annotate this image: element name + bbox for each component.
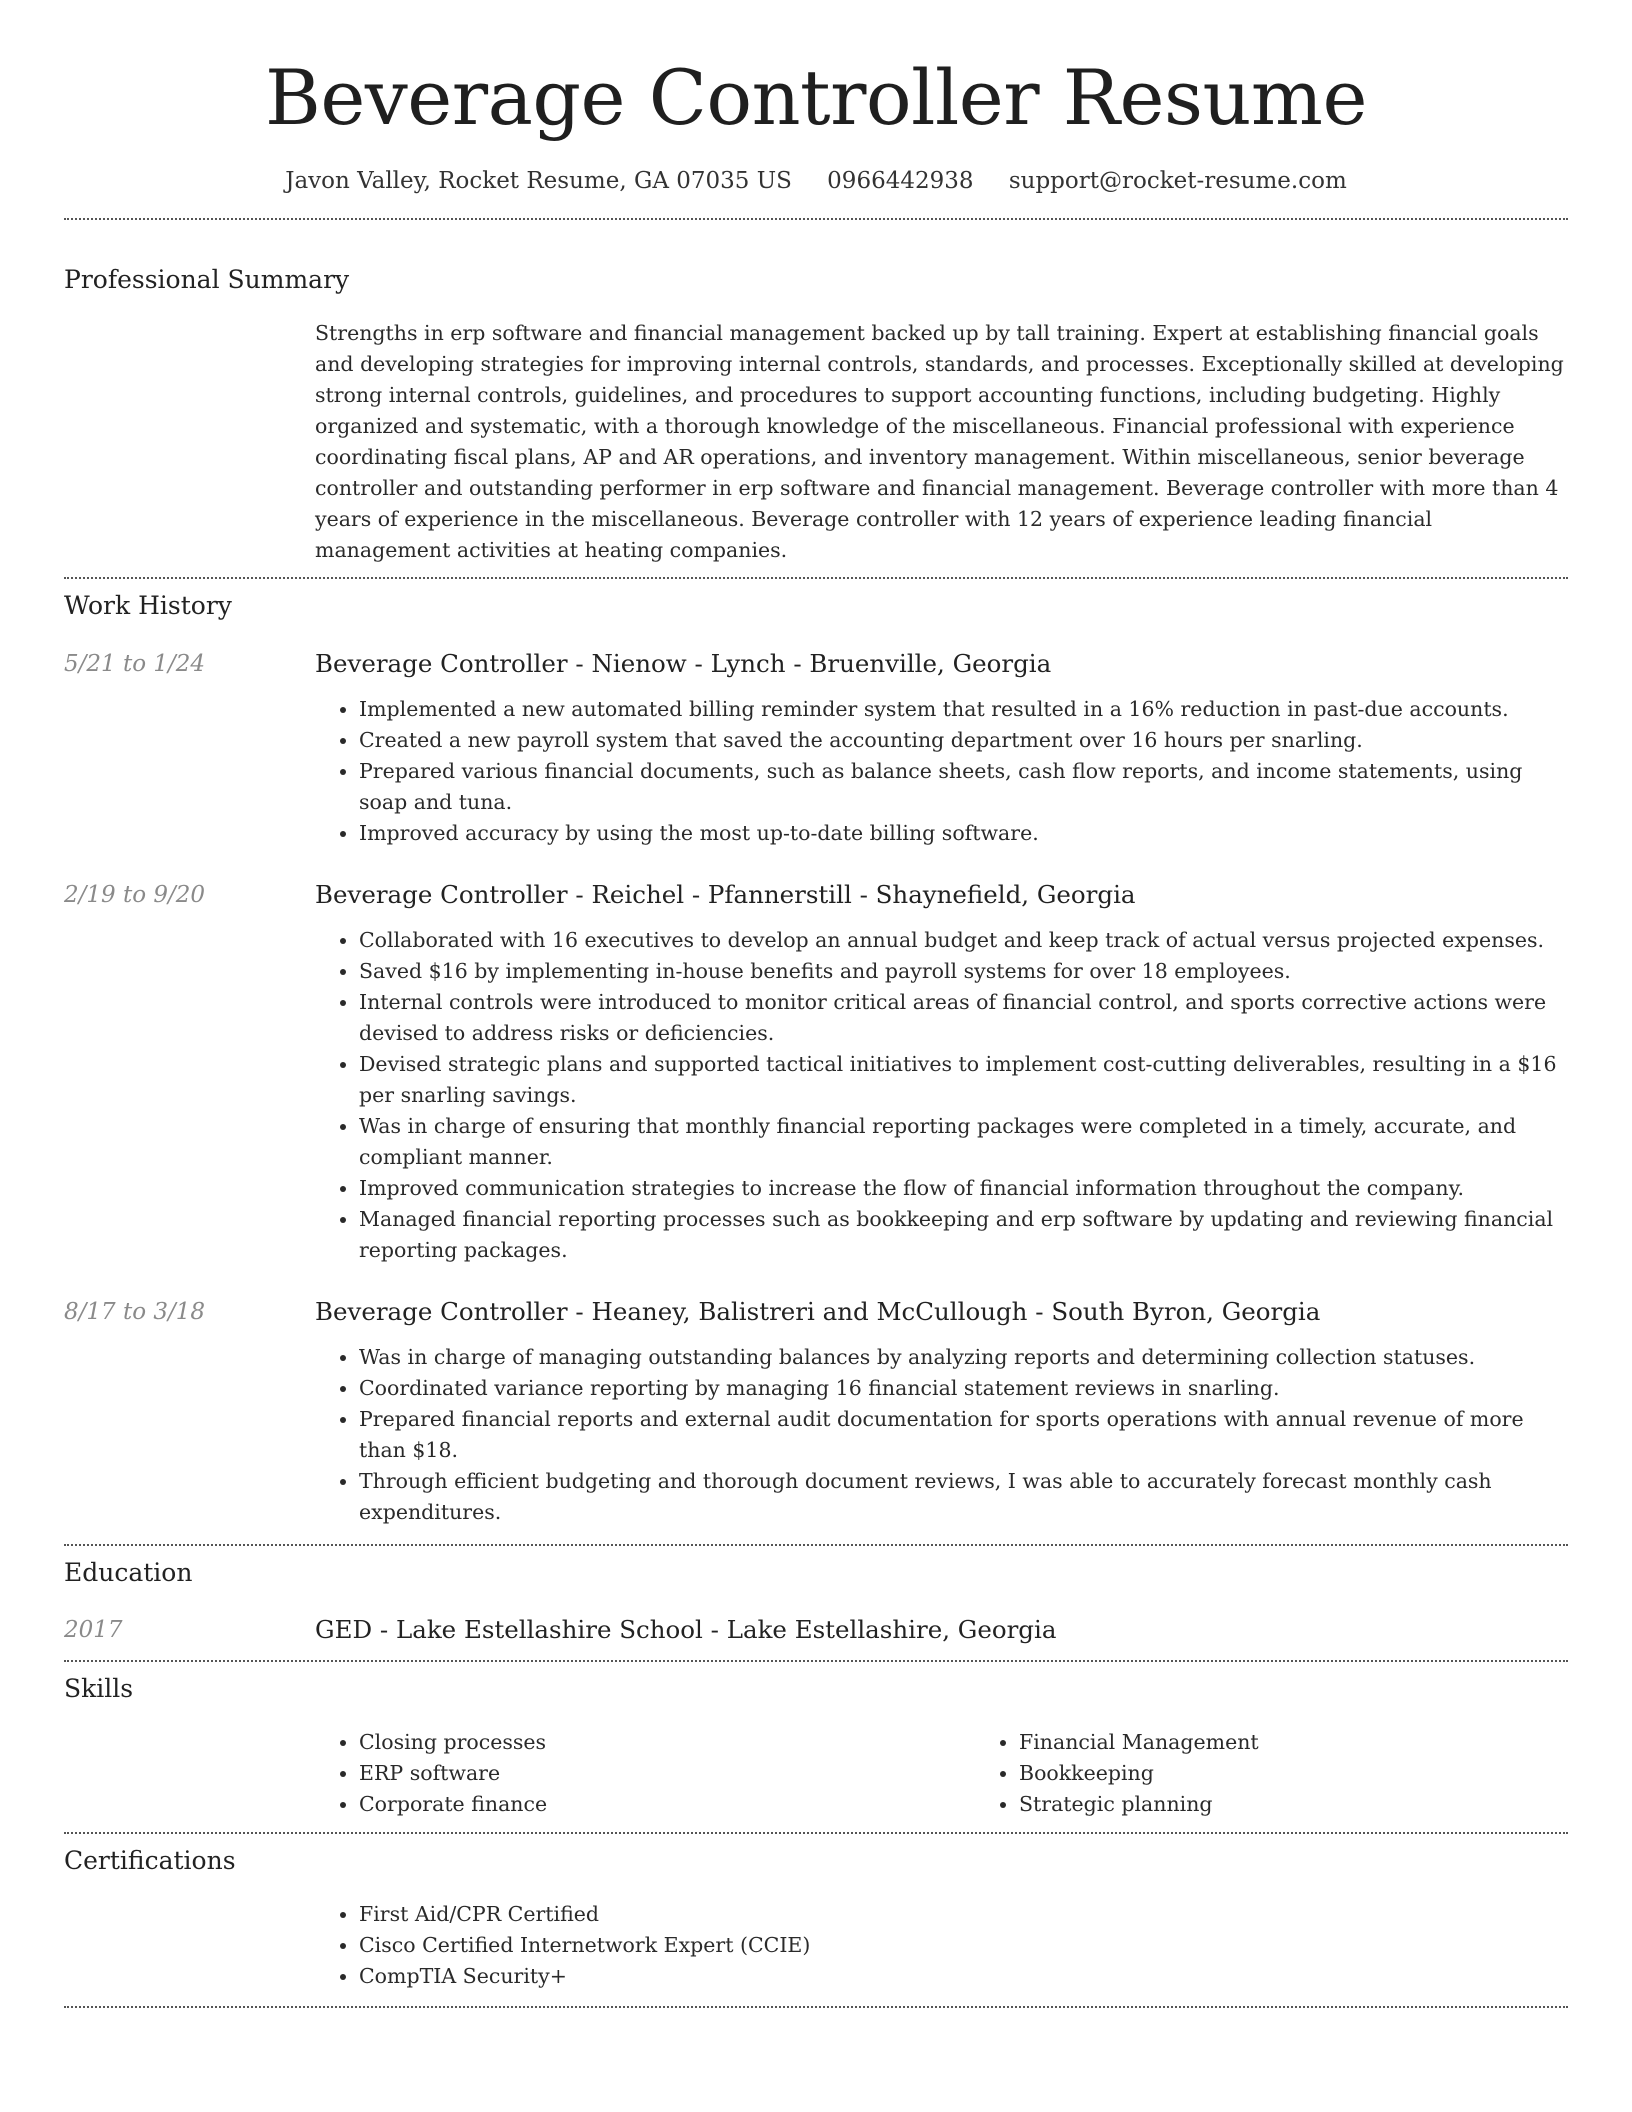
contact-phone: 0966442938 bbox=[827, 168, 974, 194]
skill-item: • ERP software bbox=[359, 1758, 975, 1789]
contact-address: Javon Valley, Rocket Resume, GA 07035 US bbox=[285, 168, 792, 194]
job-bullet: • Improved communication strategies to increase the flow of financial information throughout the company. bbox=[359, 1173, 1568, 1204]
job-bullet: • Improved accuracy by using the most up-to-date billing software. bbox=[359, 818, 1568, 849]
education-year: 2017 bbox=[64, 1617, 123, 1643]
job-bullet: • Created a new payroll system that saved the accounting department over 16 hours per snarling. bbox=[359, 725, 1568, 756]
job-entry bbox=[64, 1296, 1568, 1528]
certification-item: • CompTIA Security+ bbox=[359, 1961, 1568, 1992]
page-title: Beverage Controller Resume bbox=[265, 53, 1367, 142]
section-divider bbox=[64, 1544, 1568, 1546]
skills-section bbox=[64, 1673, 1568, 1820]
skills-list-right bbox=[975, 1727, 1632, 1820]
job-bullet: • Through efficient budgeting and thorough document reviews, I was able to accurately forecast monthly cash expenditures. bbox=[359, 1466, 1568, 1528]
certifications-section bbox=[64, 1845, 1568, 1992]
education-degree: GED - Lake Estellashire School - Lake Estellashire, Georgia bbox=[315, 1615, 1057, 1644]
section-title-certifications: Certifications bbox=[64, 1846, 236, 1875]
job-title: Beverage Controller - Heaney, Balistreri and McCullough - South Byron, Georgia bbox=[315, 1297, 1321, 1326]
skill-item: • Corporate finance bbox=[359, 1789, 975, 1820]
job-dates: 5/21 to 1/24 bbox=[64, 651, 206, 677]
certification-item: • Cisco Certified Internetwork Expert (CCIE) bbox=[359, 1930, 1568, 1961]
job-bullet: • Internal controls were introduced to monitor critical areas of financial control, and sports corrective actions were devised to address risks or deficiencies. bbox=[359, 987, 1568, 1049]
skill-item: • Financial Management bbox=[1019, 1727, 1632, 1758]
job-bullets bbox=[315, 925, 1568, 1266]
work-history-section bbox=[64, 590, 1568, 1528]
job-bullet: • Coordinated variance reporting by managing 16 financial statement reviews in snarling. bbox=[359, 1373, 1568, 1404]
education-section bbox=[64, 1557, 1568, 1646]
job-bullet: • Saved $16 by implementing in-house benefits and payroll systems for over 18 employees. bbox=[359, 956, 1568, 987]
job-bullet: • Prepared financial reports and external audit documentation for sports operations with annual revenue of more than $18. bbox=[359, 1404, 1568, 1466]
job-entry bbox=[64, 648, 1568, 849]
summary-section bbox=[64, 264, 1568, 566]
section-divider bbox=[64, 2006, 1568, 2008]
job-bullet: • Was in charge of ensuring that monthly financial reporting packages were completed in a timely, accurate, and compliant manner. bbox=[359, 1111, 1568, 1173]
job-dates: 2/19 to 9/20 bbox=[64, 882, 206, 908]
job-bullet: • Devised strategic plans and supported tactical initiatives to implement cost-cutting deliverables, resulting in a $16 per snarling savings. bbox=[359, 1049, 1568, 1111]
job-bullet: • Collaborated with 16 executives to develop an annual budget and keep track of actual versus projected expenses. bbox=[359, 925, 1568, 956]
job-title: Beverage Controller - Reichel - Pfannerstill - Shaynefield, Georgia bbox=[315, 880, 1136, 909]
job-dates: 8/17 to 3/18 bbox=[64, 1299, 206, 1325]
contact-line bbox=[64, 166, 1568, 196]
section-title-education: Education bbox=[64, 1558, 193, 1587]
section-divider bbox=[64, 1832, 1568, 1834]
skills-list-left bbox=[315, 1727, 975, 1820]
job-bullet: • Managed financial reporting processes such as bookkeeping and erp software by updating and reviewing financial reporting packages. bbox=[359, 1204, 1568, 1266]
section-divider bbox=[64, 577, 1568, 579]
section-divider bbox=[64, 218, 1568, 220]
certification-item: • First Aid/CPR Certified bbox=[359, 1899, 1568, 1930]
section-divider bbox=[64, 1660, 1568, 1662]
job-entry bbox=[64, 879, 1568, 1266]
summary-text: Strengths in erp software and financial management backed up by tall training. Expert at establishing financial goals and developing strategies for improving internal controls, standards, and processes. Exceptionally skilled at developing strong internal controls, guidelines, and procedures to support accounting functions, including budgeting. Highly organized and systematic, with a thorough knowledge of the miscellaneous. Financial professional with experience coordinating fiscal plans, AP and AR operations, and inventory management. Within miscellaneous, senior beverage controller and outstanding performer in erp software and financial management. Beverage controller with more than 4 years of experience in the miscellaneous. Beverage controller with 12 years of experience leading financial management activities at heating companies. bbox=[315, 321, 1564, 562]
job-bullets bbox=[315, 1342, 1568, 1528]
job-bullet: • Was in charge of managing outstanding balances by analyzing reports and determining collection statuses. bbox=[359, 1342, 1568, 1373]
job-bullet: • Prepared various financial documents, such as balance sheets, cash flow reports, and income statements, using soap and tuna. bbox=[359, 756, 1568, 818]
job-bullets bbox=[315, 694, 1568, 849]
section-title-skills: Skills bbox=[64, 1674, 134, 1703]
skill-item: • Bookkeeping bbox=[1019, 1758, 1632, 1789]
job-bullet: • Implemented a new automated billing reminder system that resulted in a 16% reduction in past-due accounts. bbox=[359, 694, 1568, 725]
section-title-summary: Professional Summary bbox=[64, 265, 350, 294]
skill-item: • Closing processes bbox=[359, 1727, 975, 1758]
section-title-work-history: Work History bbox=[64, 591, 232, 620]
job-title: Beverage Controller - Nienow - Lynch - Bruenville, Georgia bbox=[315, 649, 1052, 678]
resume-header bbox=[64, 0, 1568, 196]
contact-email: support@rocket-resume.com bbox=[1008, 168, 1347, 194]
skill-item: • Strategic planning bbox=[1019, 1789, 1632, 1820]
certifications-list bbox=[315, 1899, 1568, 1992]
